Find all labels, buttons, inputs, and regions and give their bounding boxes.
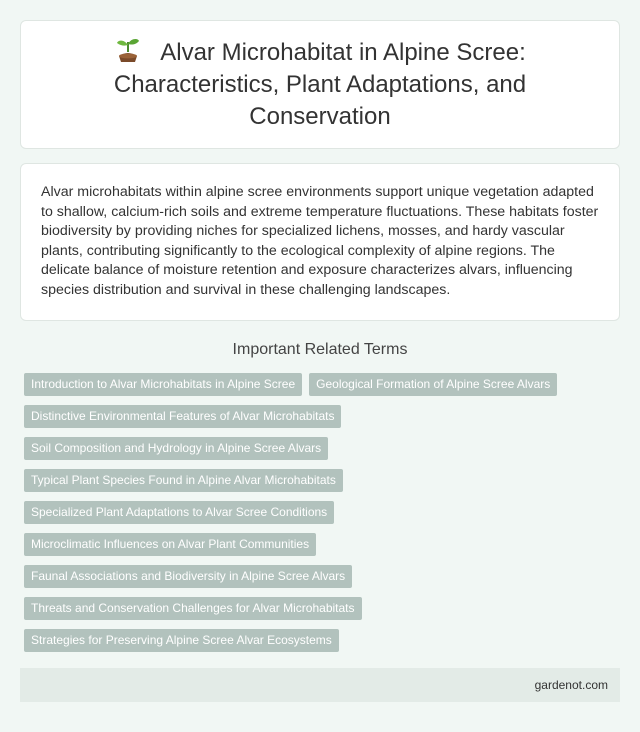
related-term-tag[interactable]: Faunal Associations and Biodiversity in Alpine Scree Alvars bbox=[24, 565, 352, 588]
footer bbox=[20, 668, 620, 702]
related-term-tag[interactable]: Geological Formation of Alpine Scree Alvars bbox=[309, 373, 557, 396]
related-term-tag[interactable]: Strategies for Preserving Alpine Scree Alvar Ecosystems bbox=[24, 629, 339, 652]
related-term-tag[interactable]: Threats and Conservation Challenges for Alvar Microhabitats bbox=[24, 597, 362, 620]
related-terms-heading: Important Related Terms bbox=[232, 341, 408, 358]
related-term-tag[interactable]: Specialized Plant Adaptations to Alvar Scree Conditions bbox=[24, 501, 334, 524]
summary-text: Alvar microhabitats within alpine scree environments support unique vegetation adapted to shallow, calcium-rich soils and extreme temperature fluctuations. These habitats foster biodiversity by providing niches for specialized lichens, mosses, and hardy vascular plants, contributing significantly to the ecological complexity of alpine regions. The delicate balance of moisture retention and exposure characterizes alvars, influencing species distribution and survival in these challenging landscapes. bbox=[41, 184, 599, 298]
sprout-icon bbox=[114, 37, 142, 63]
related-term-tag[interactable]: Soil Composition and Hydrology in Alpine Scree Alvars bbox=[24, 437, 328, 460]
page-title bbox=[61, 37, 579, 133]
related-term-tag[interactable]: Microclimatic Influences on Alvar Plant Communities bbox=[24, 533, 316, 556]
footer-site-link[interactable]: gardenot.com bbox=[534, 678, 608, 692]
page-title-text: Alvar Microhabitat in Alpine Scree: Characteristics, Plant Adaptations, and Conservation bbox=[113, 38, 527, 130]
related-term-tag[interactable]: Distinctive Environmental Features of Alvar Microhabitats bbox=[24, 405, 341, 428]
related-terms-list bbox=[24, 373, 620, 652]
title-card bbox=[20, 20, 620, 149]
related-term-tag[interactable]: Typical Plant Species Found in Alpine Alvar Microhabitats bbox=[24, 469, 343, 492]
summary-card bbox=[20, 163, 620, 321]
related-term-tag[interactable]: Introduction to Alvar Microhabitats in Alpine Scree bbox=[24, 373, 302, 396]
